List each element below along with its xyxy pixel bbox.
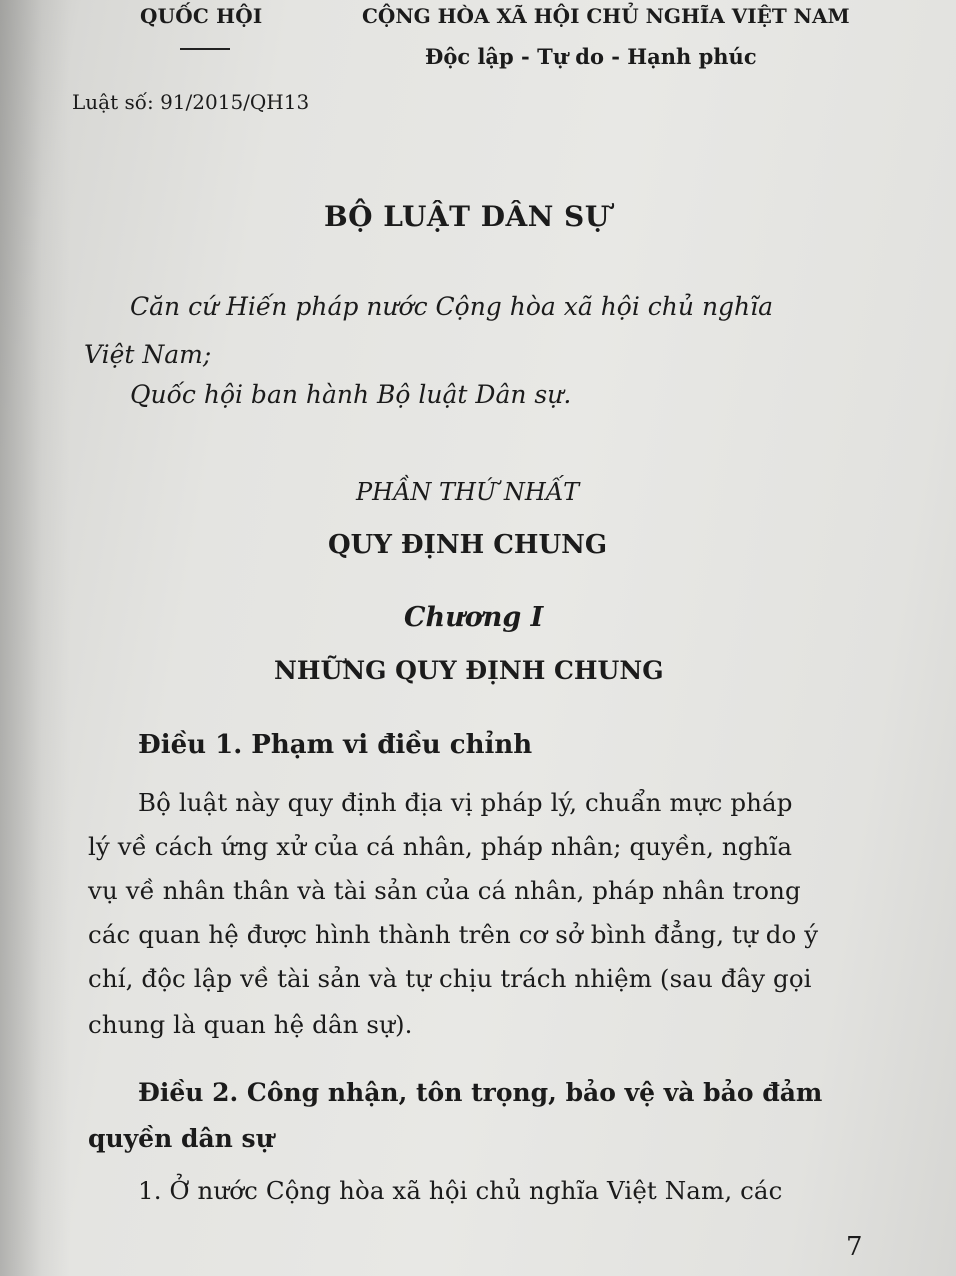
part-label: PHẦN THỨ NHẤT bbox=[356, 478, 580, 506]
article-1-heading: Điều 1. Phạm vi điều chỉnh bbox=[138, 730, 533, 760]
chapter-label: Chương I bbox=[404, 602, 544, 633]
issuer-underline bbox=[180, 48, 230, 50]
article-2-heading-continued: quyền dân sự bbox=[88, 1124, 274, 1153]
preamble-line: Căn cứ Hiến pháp nước Cộng hòa xã hội chủ nghĩa bbox=[130, 292, 774, 321]
article-1-text-line: chung là quan hệ dân sự). bbox=[88, 1010, 413, 1039]
document-title: BỘ LUẬT DÂN SỰ bbox=[324, 200, 610, 233]
page-gutter-shadow bbox=[0, 0, 70, 1276]
law-number: Luật số: 91/2015/QH13 bbox=[72, 90, 310, 114]
page-number: 7 bbox=[846, 1232, 863, 1262]
article-1-text-line: vụ về nhân thân và tài sản của cá nhân, pháp nhân trong bbox=[88, 876, 801, 905]
article-2-clause-1: 1. Ở nước Cộng hòa xã hội chủ nghĩa Việt Nam, các bbox=[138, 1176, 783, 1205]
article-1-text-line: các quan hệ được hình thành trên cơ sở bình đẳng, tự do ý bbox=[88, 920, 819, 949]
preamble-line: Quốc hội ban hành Bộ luật Dân sự. bbox=[130, 380, 572, 409]
article-2-heading: Điều 2. Công nhận, tôn trọng, bảo vệ và bảo đảm bbox=[138, 1078, 823, 1107]
issuer-heading: QUỐC HỘI bbox=[140, 4, 263, 28]
article-1-text-line: Bộ luật này quy định địa vị pháp lý, chuẩn mực pháp bbox=[138, 788, 793, 817]
republic-heading: CỘNG HÒA XÃ HỘI CHỦ NGHĨA VIỆT NAM bbox=[362, 4, 850, 28]
part-title: QUY ĐỊNH CHUNG bbox=[328, 530, 608, 560]
article-1-text-line: chí, độc lập về tài sản và tự chịu trách nhiệm (sau đây gọi bbox=[88, 964, 812, 993]
national-motto: Độc lập - Tự do - Hạnh phúc bbox=[425, 44, 757, 69]
article-1-text-line: lý về cách ứng xử của cá nhân, pháp nhân; quyền, nghĩa bbox=[88, 832, 793, 861]
chapter-title: NHỮNG QUY ĐỊNH CHUNG bbox=[274, 656, 664, 685]
preamble-line: Việt Nam; bbox=[84, 340, 212, 369]
